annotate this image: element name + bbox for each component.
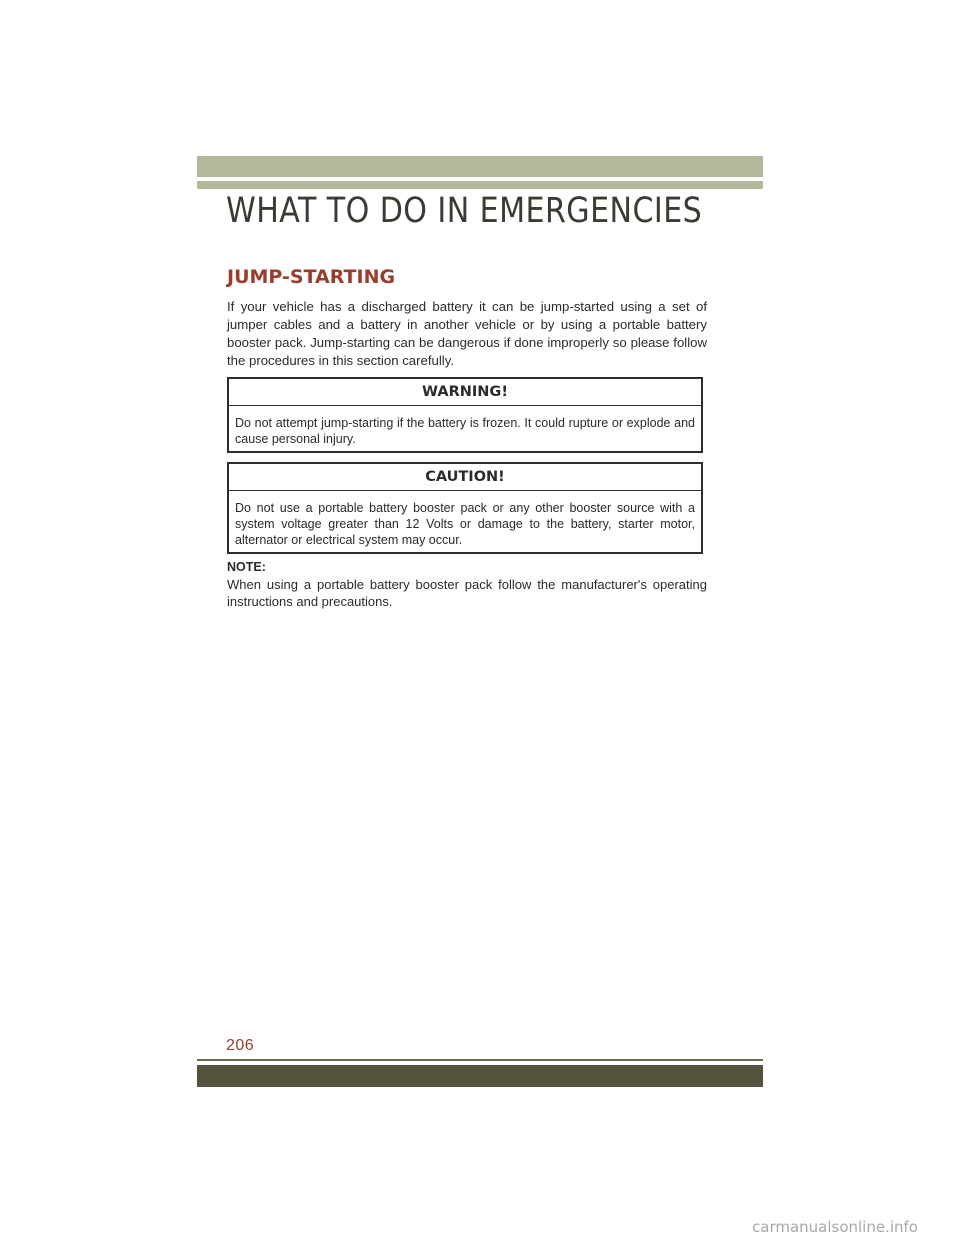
caution-box [227,462,703,554]
warning-box [227,377,703,453]
intro-paragraph: If your vehicle has a discharged battery it can be jump-started using a set of jumper cables and a battery in another vehicle or by using a portable battery booster pack. Jump-starting can be dangerous if done improperly so please follow the procedures in this section carefully. [227,299,707,368]
warning-title: WARNING! [422,384,508,400]
header-band-bottom [197,181,763,189]
note-text: When using a portable battery booster pack follow the manufacturer's operating instructions and precautions. [227,577,707,609]
warning-text: Do not attempt jump-starting if the battery is frozen. It could rupture or explode and cause personal injury. [235,416,695,446]
footer-rule [197,1059,763,1061]
caution-text: Do not use a portable battery booster pack or any other booster source with a system voltage greater than 12 Volts or damage to the battery, starter motor, alternator or electrical system may occur. [235,501,695,547]
section-heading: JUMP-STARTING [227,266,396,288]
page-number: 206 [226,1037,255,1054]
note-label: NOTE: [227,560,266,574]
header-band-top [197,156,763,177]
watermark: carmanualsonline.info [752,1218,918,1236]
caution-title: CAUTION! [425,469,505,485]
chapter-title: WHAT TO DO IN EMERGENCIES [226,191,703,231]
footer-band [197,1065,763,1087]
